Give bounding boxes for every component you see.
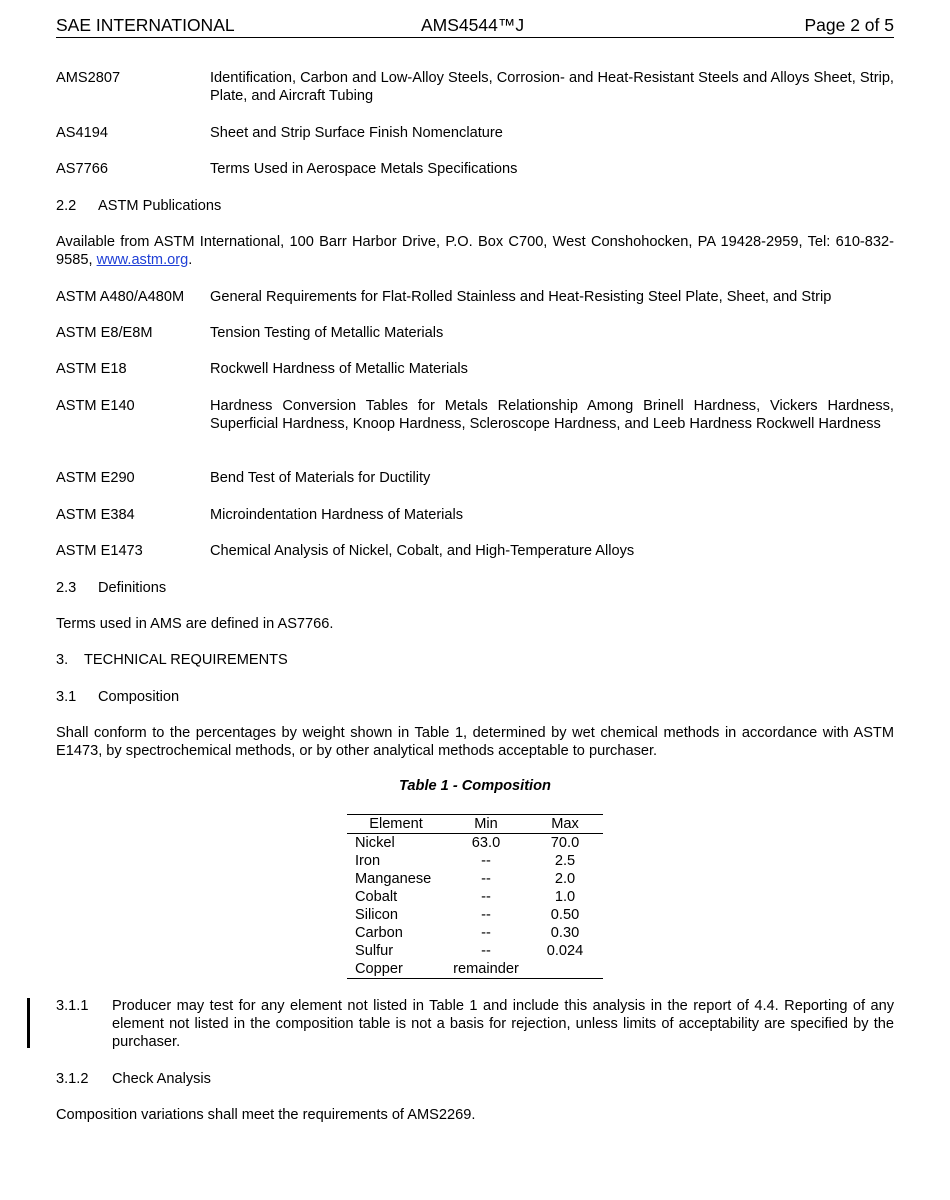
reference-title: Bend Test of Materials for Ductility <box>210 470 431 486</box>
astm-website-link[interactable]: www.astm.org <box>96 252 189 268</box>
table-row <box>347 906 603 924</box>
element-cell: Nickel <box>355 835 395 851</box>
section-number: 3.1.1 <box>56 998 89 1014</box>
reference-title: Terms Used in Aerospace Metals Specifications <box>210 161 518 177</box>
header-org: SAE INTERNATIONAL <box>56 15 235 35</box>
reference-code: ASTM E18 <box>56 361 127 377</box>
table-row <box>347 924 603 942</box>
reference-title: Sheet and Strip Surface Finish Nomenclature <box>210 125 503 141</box>
reference-item <box>56 69 894 105</box>
reference-code: ASTM A480/A480M <box>56 289 185 305</box>
min-cell: -- <box>481 871 491 887</box>
table-row <box>347 888 603 906</box>
min-cell: -- <box>481 853 491 869</box>
reference-title: Tension Testing of Metallic Materials <box>210 325 444 341</box>
min-cell: -- <box>481 889 491 905</box>
reference-code: ASTM E384 <box>56 507 135 523</box>
reference-title: Identification, Carbon and Low-Alloy Steels, Corrosion- and Heat-Resistant Steels and Alloys Sheet, Strip, Plate, and Aircraft Tubing <box>210 70 894 104</box>
reference-title: Microindentation Hardness of Materials <box>210 507 464 523</box>
element-cell: Carbon <box>355 925 403 941</box>
astm-availability-paragraph: Available from ASTM International, 100 Barr Harbor Drive, P.O. Box C700, West Conshohocken, PA 19428-2959, Tel: 610-832-9585, www.astm.org. <box>56 234 894 268</box>
reference-code: ASTM E1473 <box>56 543 143 559</box>
reference-code: AS4194 <box>56 125 108 141</box>
section-text: Producer may test for any element not listed in Table 1 and include this analysis in the report of 4.4. Reporting of any element not listed in the composition table is not a basis for rejection, unless limits of acceptability are specified by the purchaser. <box>112 998 894 1050</box>
reference-item <box>56 469 894 487</box>
element-cell: Sulfur <box>355 943 394 959</box>
min-cell: 63.0 <box>471 835 501 851</box>
section-heading-3-1-2 <box>56 1070 894 1088</box>
section-heading-2-2: 2.2 ASTM Publications <box>56 198 222 214</box>
max-cell: 2.5 <box>554 853 576 869</box>
table-caption: Table 1 - Composition <box>399 778 551 794</box>
element-cell: Silicon <box>355 907 398 923</box>
header-doc-number: AMS4544™J <box>421 15 525 35</box>
section-3-1-1 <box>56 997 894 1051</box>
composition-paragraph: Shall conform to the percentages by weight shown in Table 1, determined by wet chemical methods in accordance with ASTM E1473, by spectrochemical methods, or by other analytical methods acceptable to purchaser. <box>56 725 894 759</box>
max-cell <box>527 960 603 979</box>
table-row <box>347 942 603 960</box>
reference-item <box>56 160 894 178</box>
element-cell: Copper <box>355 961 403 977</box>
column-header-max: Max <box>527 815 603 834</box>
min-cell: remainder <box>453 961 519 977</box>
column-header-min: Min <box>445 815 527 834</box>
definitions-paragraph: Terms used in AMS are defined in AS7766. <box>56 616 334 632</box>
element-cell: Manganese <box>355 871 432 887</box>
section-number: 3.1.2 <box>56 1071 89 1087</box>
table-row <box>347 834 603 853</box>
reference-item <box>56 124 894 142</box>
table-header-row <box>347 815 603 834</box>
min-cell: -- <box>481 943 491 959</box>
reference-code: ASTM E140 <box>56 398 135 414</box>
reference-title: General Requirements for Flat-Rolled Stainless and Heat-Resisting Steel Plate, Sheet, and Strip <box>210 289 832 305</box>
max-cell: 2.0 <box>554 871 576 887</box>
composition-table <box>347 814 603 979</box>
element-cell: Iron <box>355 853 381 869</box>
max-cell: 70.0 <box>550 835 580 851</box>
table-row <box>347 870 603 888</box>
reference-item <box>56 542 894 560</box>
min-cell: -- <box>481 925 491 941</box>
reference-title: Rockwell Hardness of Metallic Materials <box>210 361 468 377</box>
reference-code: ASTM E290 <box>56 470 135 486</box>
table-row <box>347 960 603 979</box>
reference-code: ASTM E8/E8M <box>56 325 153 341</box>
min-cell: -- <box>481 907 491 923</box>
header-page-number: Page 2 of 5 <box>804 15 894 35</box>
reference-item <box>56 397 894 433</box>
reference-code: AMS2807 <box>56 70 121 86</box>
max-cell: 0.30 <box>550 925 580 941</box>
reference-item <box>56 360 894 378</box>
check-analysis-paragraph: Composition variations shall meet the requirements of AMS2269. <box>56 1107 476 1123</box>
revision-change-bar <box>27 998 30 1048</box>
page-header <box>56 15 894 38</box>
section-heading-2-3: 2.3 Definitions <box>56 580 167 596</box>
reference-code: AS7766 <box>56 161 108 177</box>
reference-title: Chemical Analysis of Nickel, Cobalt, and High-Temperature Alloys <box>210 543 635 559</box>
table-row <box>347 852 603 870</box>
reference-title: Hardness Conversion Tables for Metals Relationship Among Brinell Hardness, Vickers Hardness, Superficial Hardness, Knoop Hardness, Scleroscope Hardness, and Leeb Hardness Rockwell Hardness <box>210 398 894 432</box>
section-title: Check Analysis <box>112 1071 211 1087</box>
section-heading-3-1: 3.1 Composition <box>56 689 180 705</box>
reference-item <box>56 288 894 306</box>
max-cell: 1.0 <box>554 889 576 905</box>
max-cell: 0.024 <box>546 943 584 959</box>
reference-item <box>56 324 894 342</box>
element-cell: Cobalt <box>355 889 398 905</box>
reference-item <box>56 506 894 524</box>
max-cell: 0.50 <box>550 907 580 923</box>
section-heading-3: 3. TECHNICAL REQUIREMENTS <box>56 652 288 668</box>
column-header-element: Element <box>347 815 445 834</box>
